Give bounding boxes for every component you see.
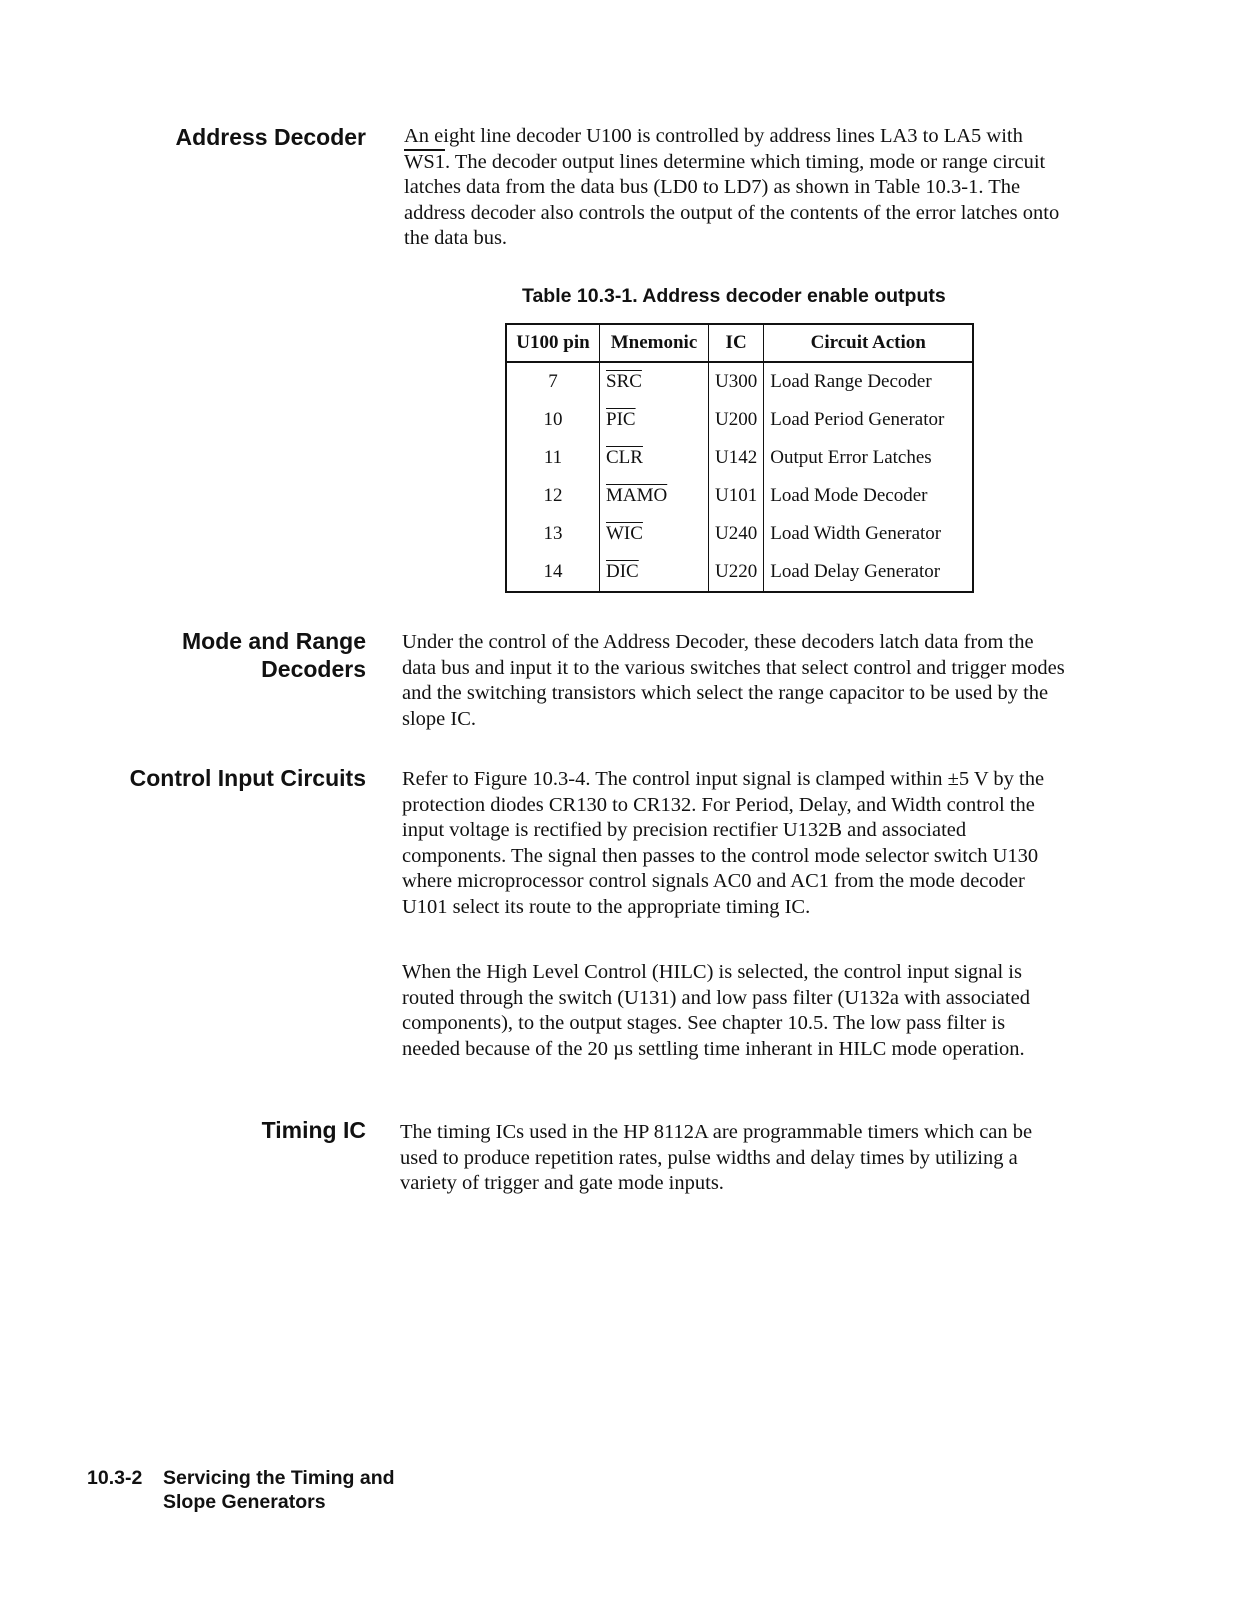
cell-mnemonic: MAMO [600,477,709,515]
chapter-title [163,1466,395,1514]
cell-pin: 14 [506,553,600,592]
cell-action: Output Error Latches [770,447,932,468]
address-decoder-table [505,323,974,593]
table-row [506,362,973,401]
cell-pin: 12 [506,477,600,515]
cell-mnemonic: $\overline{CLR}$ [600,439,709,477]
heading-address-decoder: Address Decoder [175,124,366,150]
cell-ic: U200 [709,401,764,439]
cell-mnemonic: $\overline{PIC}$ [600,401,709,439]
cell-pin: 10 [506,401,600,439]
cell-action: Load Range Decoder [770,371,932,392]
cell-ic: U300 [709,362,764,401]
ws1-signal: WS1 [404,150,445,173]
cell-mnemonic: $\overline{DIC}$ [600,553,709,592]
cell-mnemonic: $\overline{SRC}$ [600,362,709,401]
cell-ic: U220 [709,553,764,592]
chapter-title-line: Servicing the Timing and [163,1467,395,1489]
table-row [506,401,973,439]
timing-ic-paragraph: The timing ICs used in the HP 8112A are programmable timers which can be used to produce repetition rates, pulse widths and delay times by utilizing a variety of trigger and gate mode inputs. [400,1121,1033,1195]
cell-ic: U101 [709,477,764,515]
table-row [506,515,973,553]
address-decoder-text-b: . The decoder output lines determine which timing, mode or range circuit latches data from the data bus (LD0 to LD7) as shown in Table 10.3-1. The address decoder also controls the output of the contents of the error latches onto the data bus. [404,150,1060,250]
address-decoder-text-a: An eight line decoder U100 is controlled by address lines LA3 to LA5 with [404,125,1023,147]
address-decoder-paragraph [404,124,1069,252]
cell-action: Load Delay Generator [770,561,941,582]
heading-line: Decoders [261,656,366,682]
cell-ic: U142 [709,439,764,477]
page-footer [87,1466,395,1514]
cell-pin: 13 [506,515,600,553]
cell-mnemonic: $\overline{WIC}$ [600,515,709,553]
header-ic: IC [709,324,764,362]
table-row [506,439,973,477]
cell-action: Load Width Generator [770,523,942,544]
cell-pin: 7 [506,362,600,401]
cell-pin: 11 [506,439,600,477]
table-caption: Table 10.3-1. Address decoder enable outputs [522,285,946,307]
heading-line: Mode and Range [181,628,366,654]
table-row [506,553,973,592]
control-input-paragraph-1: Refer to Figure 10.3-4. The control input signal is clamped within ±5 V by the protection diodes CR130 to CR132. For Period, Delay, and Width control the input voltage is rectified by precision rectifier U132B and associated components. The signal then passes to the control mode selector switch U130 where microprocessor control signals AC0 and AC1 from the mode decoder U101 select its route to the appropriate timing IC. [402,768,1045,918]
cell-action: Load Mode Decoder [770,485,928,506]
control-input-paragraph-2: When the High Level Control (HILC) is selected, the control input signal is routed through the switch (U131) and low pass filter (U132a with associated components), to the output stages. See chapter 10.5. The low pass filter is needed because of the 20 µs settling time inherant in HILC mode operation. [402,961,1030,1060]
mode-range-paragraph: Under the control of the Address Decoder, these decoders latch data from the data bus and input it to the various switches that select control and trigger modes and the switching transistors which select the range capacitor to be used by the slope IC. [402,631,1065,730]
header-u100-pin: U100 pin [506,324,600,362]
chapter-title-line: Slope Generators [163,1491,326,1513]
table-row [506,477,973,515]
header-mnemonic: Mnemonic [600,324,709,362]
page-number: 10.3-2 [87,1467,143,1489]
heading-timing-ic: Timing IC [261,1117,366,1143]
table-header-row [506,324,973,362]
heading-control-input-circuits: Control Input Circuits [129,765,366,791]
cell-ic: U240 [709,515,764,553]
header-circuit-action: Circuit Action [764,324,974,362]
heading-mode-range-decoders [100,627,366,683]
cell-action: Load Period Generator [770,409,945,430]
